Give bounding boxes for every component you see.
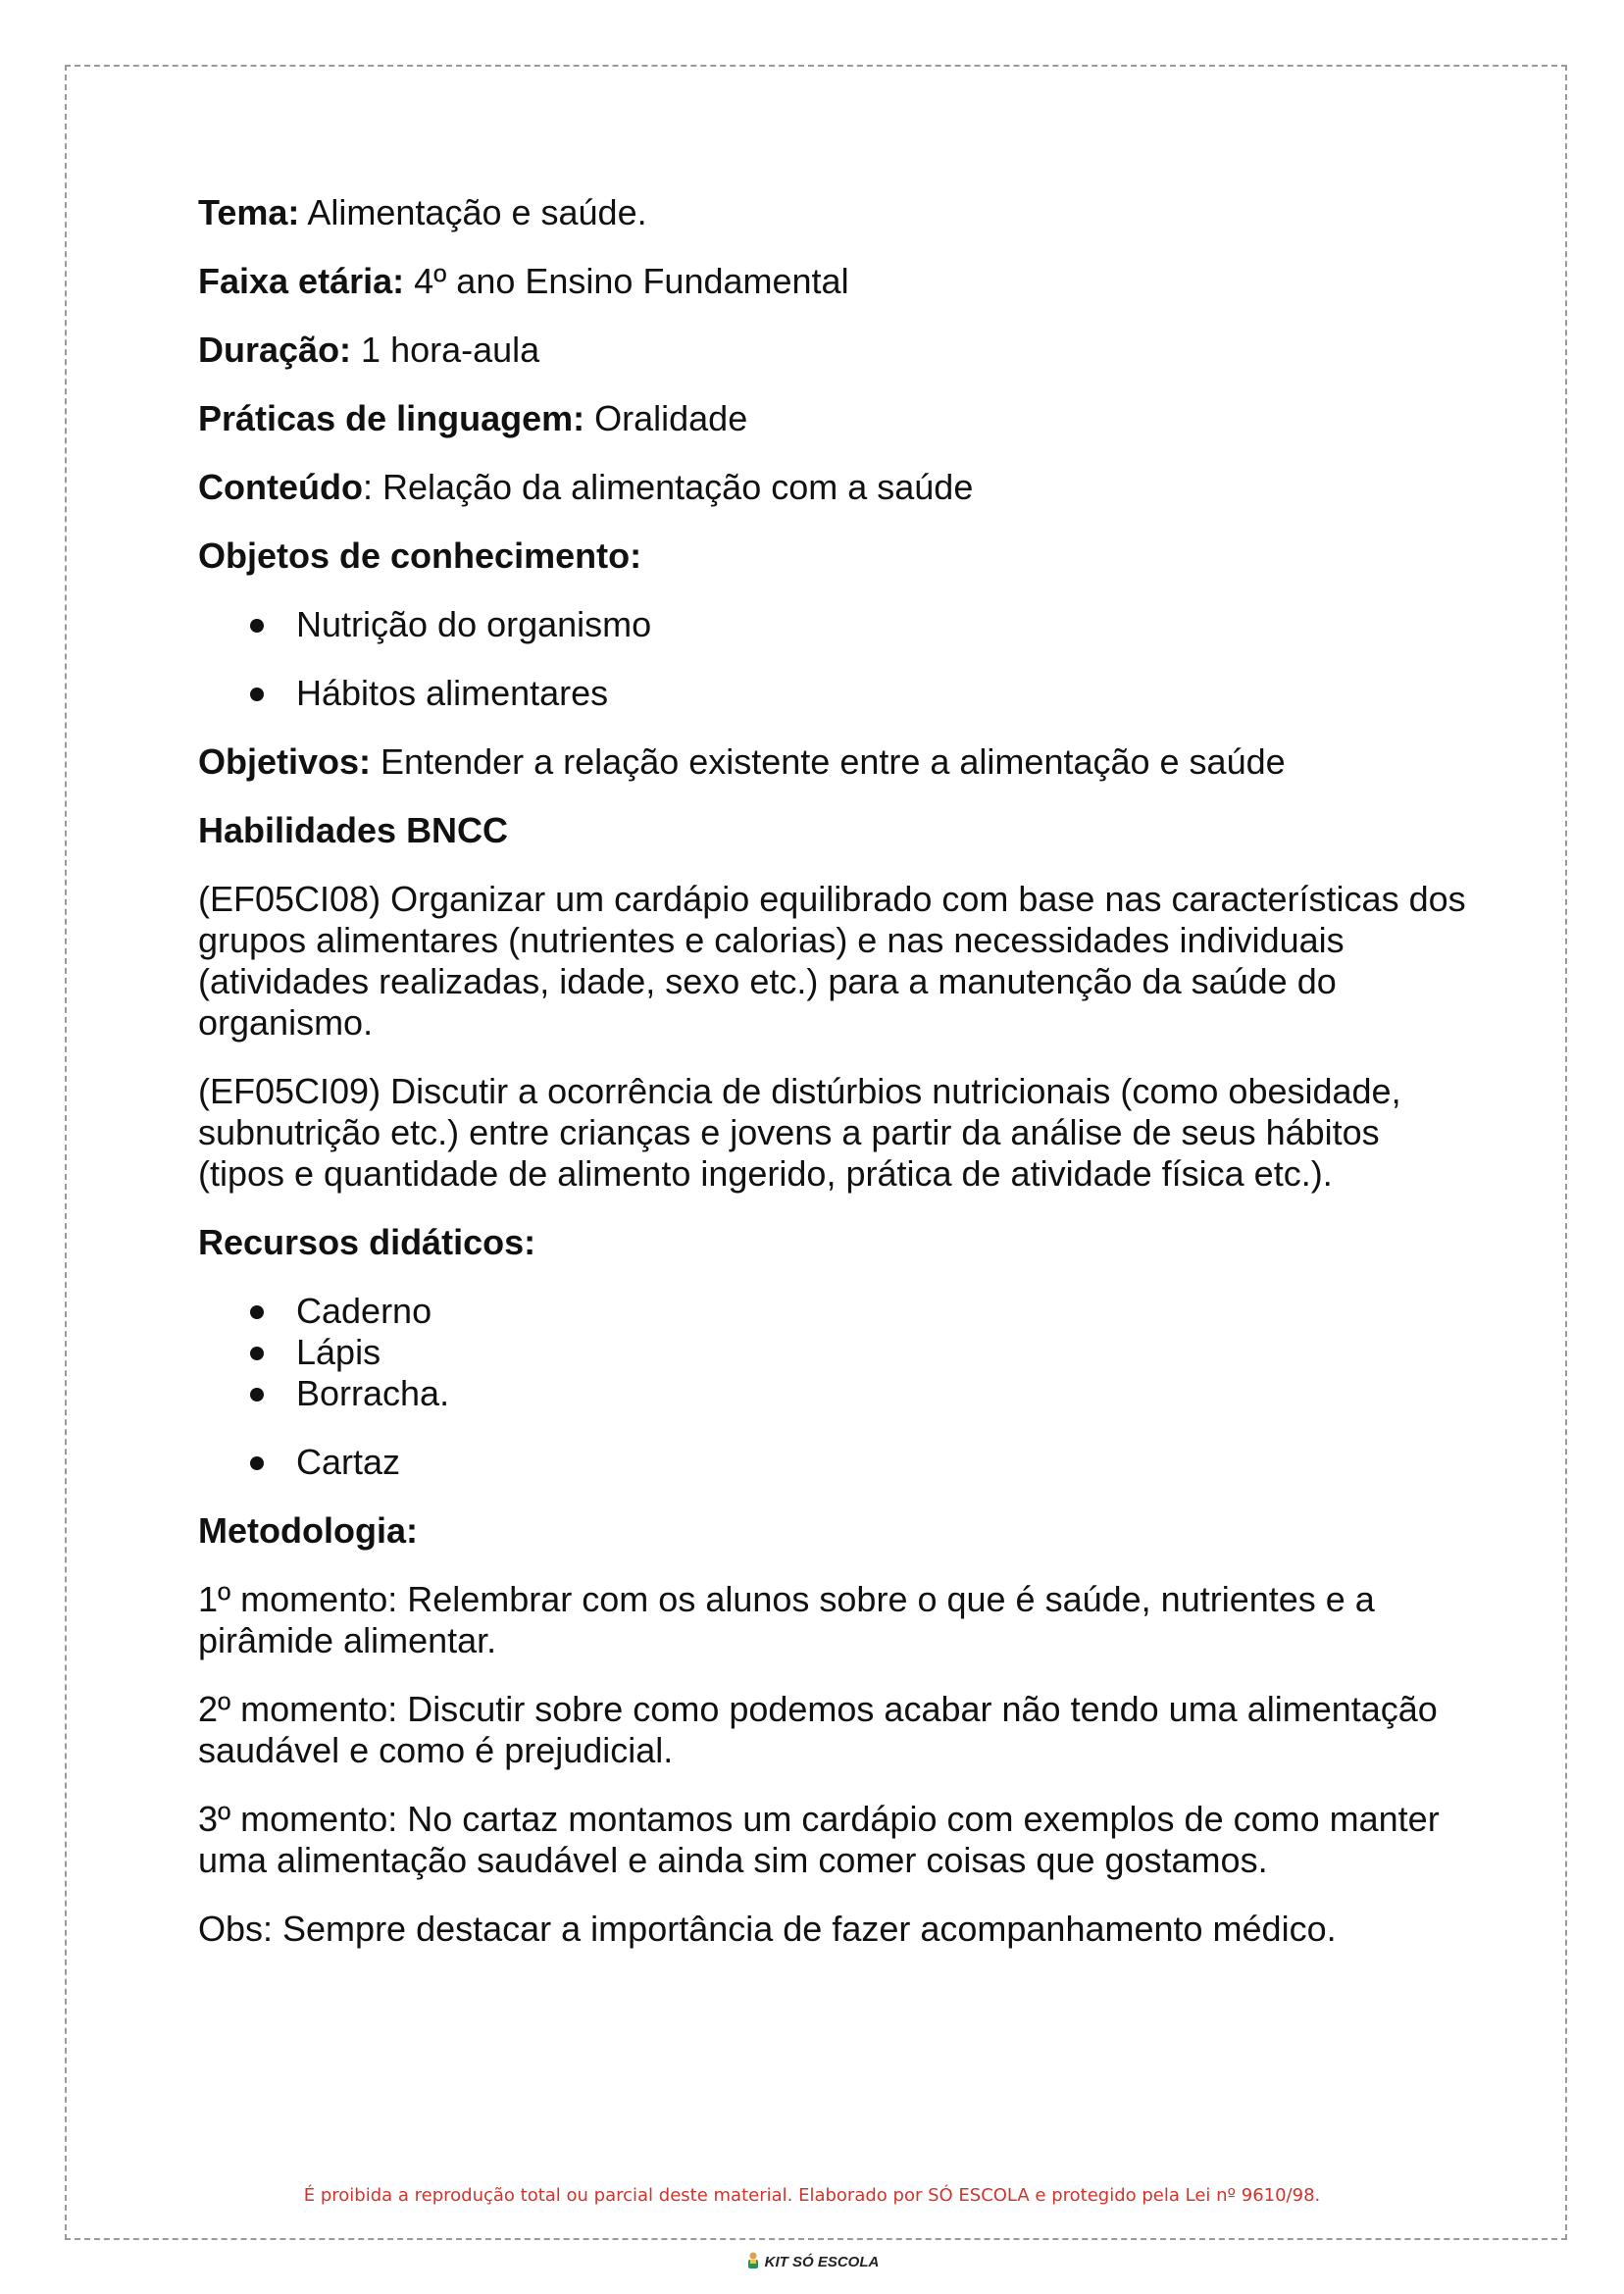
metodologia-paragraph: 1º momento: Relembrar com os alunos sobre o que é saúde, nutrientes e a pirâmide alimentar.	[198, 1579, 1375, 1660]
duracao-line: Duração: 1 hora-aula	[198, 330, 540, 370]
habilidade-paragraph: (EF05CI08) Organizar um cardápio equilibrado com base nas características dos grupos alimentares (nutrientes e calorias) e nas necessidades individuais (atividades realizadas, idade, sexo etc.) para a manutenção da saúde do organismo.	[198, 879, 1466, 1043]
metodologia-heading: Metodologia:	[198, 1510, 418, 1551]
brand-logo	[0, 2252, 1624, 2270]
objetos-heading: Objetos de conhecimento:	[198, 535, 642, 576]
list-item: Caderno	[198, 1291, 1473, 1332]
list-item: Borracha.	[198, 1373, 1473, 1414]
bullet-icon	[250, 619, 264, 633]
conteudo-line: Conteúdo: Relação da alimentação com a saúde	[198, 467, 974, 507]
recursos-list	[198, 1291, 1473, 1414]
habilidade-paragraph: (EF05CI09) Discutir a ocorrência de distúrbios nutricionais (como obesidade, subnutrição etc.) entre crianças e jovens a partir da análise de seus hábitos (tipos e quantidade de alimento ingerido, prática de atividade física etc.).	[198, 1071, 1401, 1194]
list-item: Cartaz	[198, 1442, 1473, 1483]
bullet-icon	[250, 1456, 264, 1470]
faixa-line: Faixa etária: 4º ano Ensino Fundamental	[198, 261, 849, 301]
objetos-list	[198, 604, 1473, 714]
bullet-icon	[250, 1305, 264, 1319]
recursos-list-extra	[198, 1442, 1473, 1483]
list-item: Nutrição do organismo	[198, 604, 1473, 645]
tema-line: Tema: Alimentação e saúde.	[198, 192, 647, 232]
obs-paragraph: Obs: Sempre destacar a importância de fazer acompanhamento médico.	[198, 1909, 1337, 1949]
praticas-line: Práticas de linguagem: Oralidade	[198, 398, 748, 438]
lesson-plan	[198, 192, 1473, 1977]
school-kid-icon	[745, 2252, 761, 2269]
habilidades-heading: Habilidades BNCC	[198, 810, 509, 850]
recursos-heading: Recursos didáticos:	[198, 1222, 536, 1262]
metodologia-paragraph: 3º momento: No cartaz montamos um cardápio com exemplos de como manter uma alimentação saudável e ainda sim comer coisas que gostamos.	[198, 1799, 1440, 1880]
copyright-notice: É proibida a reprodução total ou parcial deste material. Elaborado por SÓ ESCOLA e protegido pela Lei nº 9610/98.	[303, 2185, 1321, 2206]
list-item: Lápis	[198, 1332, 1473, 1373]
bullet-icon	[250, 688, 264, 701]
logo-text: KIT SÓ ESCOLA	[764, 2254, 880, 2270]
list-item: Hábitos alimentares	[198, 673, 1473, 714]
metodologia-paragraph: 2º momento: Discutir sobre como podemos acabar não tendo uma alimentação saudável e como é prejudicial.	[198, 1689, 1438, 1770]
bullet-icon	[250, 1347, 264, 1360]
objetivos-line: Objetivos: Entender a relação existente entre a alimentação e saúde	[198, 741, 1286, 782]
bullet-icon	[250, 1388, 264, 1402]
